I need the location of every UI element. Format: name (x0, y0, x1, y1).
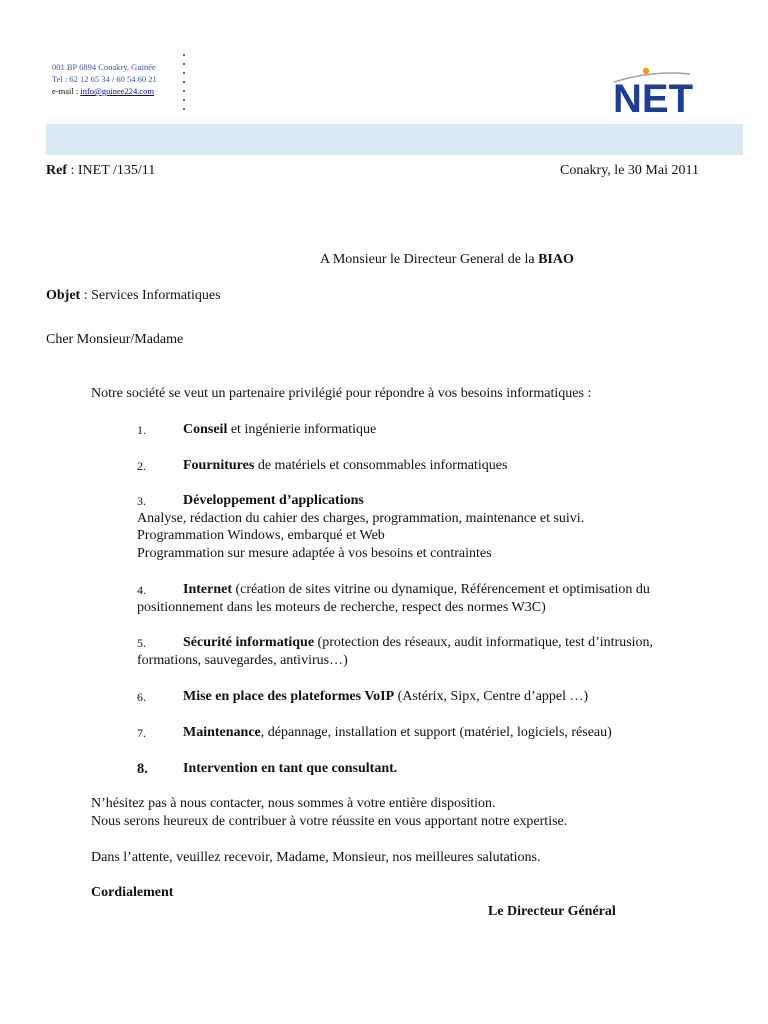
sign-off: Cordialement (91, 885, 174, 900)
signature-title: Le Directeur Général (488, 904, 616, 919)
item-number: 5. (137, 636, 146, 650)
item-detail-line: formations, sauvegardes, antivirus…) (137, 653, 348, 668)
recipient-prefix: A Monsieur le Directeur General de la (320, 252, 539, 267)
item-number: 2. (137, 459, 146, 473)
item-number: 7. (137, 726, 146, 740)
email-link[interactable]: info@guinee224.com (80, 86, 155, 96)
list-item-text: Fournitures de matériels et consommables informatiques (183, 458, 508, 473)
list-item (137, 634, 146, 653)
object-label: Objet (46, 288, 81, 303)
list-item (137, 457, 146, 476)
ref-value: : INET /135/11 (67, 163, 156, 178)
intro-paragraph: Notre société se veut un partenaire privilégié pour répondre à vos besoins informatiques : (91, 386, 592, 401)
header-band (46, 124, 743, 155)
item-detail-line: positionnement dans les moteurs de recherche, respect des normes W3C) (137, 600, 546, 615)
list-item (137, 760, 148, 779)
item-number: 4. (137, 583, 146, 597)
item-number: 3. (137, 494, 146, 508)
item-detail-line: Analyse, rédaction du cahier des charges, programmation, maintenance et suivi. (137, 511, 585, 526)
list-item (137, 492, 146, 511)
item-detail-line: Programmation sur mesure adaptée à vos besoins et contraintes (137, 546, 492, 561)
closing-line: Nous serons heureux de contribuer à votre réussite en vous apportant notre expertise. (91, 814, 568, 829)
list-item-text: Intervention en tant que consultant. (183, 761, 398, 776)
list-item (137, 581, 146, 600)
recipient (320, 251, 574, 269)
net-logo-icon (612, 64, 716, 116)
list-item (137, 421, 146, 440)
list-item-text: Maintenance, dépannage, installation et support (matériel, logiciels, réseau) (183, 725, 612, 740)
list-item (137, 724, 146, 743)
address-line: 001 BP 6894 Conakry, Guinée (52, 62, 156, 72)
phone-line: Tel : 62 12 65 34 / 60 54 60 21 (52, 74, 157, 84)
item-number: 1. (137, 423, 146, 437)
closing-line: N’hésitez pas à nous contacter, nous sommes à votre entière disposition. (91, 796, 496, 811)
item-number: 8. (137, 761, 148, 777)
ref-label: Ref (46, 163, 67, 178)
list-item-text: Développement d’applications (183, 493, 364, 508)
item-detail-line: Programmation Windows, embarqué et Web (137, 528, 385, 543)
object (46, 287, 221, 305)
email-line (52, 85, 157, 97)
list-item-text: Mise en place des plateformes VoIP (Astérix, Sipx, Centre d’appel …) (183, 689, 589, 704)
item-number: 6. (137, 690, 146, 704)
email-label: e-mail : (52, 86, 81, 96)
list-item (137, 688, 146, 707)
greeting: Cher Monsieur/Madame (46, 332, 184, 347)
list-item-text: Sécurité informatique (protection des réseaux, audit informatique, test d’intrusion, (183, 635, 654, 650)
reference (46, 162, 155, 180)
sender-address-block (52, 61, 157, 97)
company-logo (612, 64, 716, 116)
dotted-divider (183, 54, 187, 117)
recipient-bank: BIAO (538, 252, 574, 267)
closing-line: Dans l’attente, veuillez recevoir, Madame, Monsieur, nos meilleures salutations. (91, 850, 541, 865)
logo-text: NET (613, 77, 693, 116)
list-item-text: Conseil et ingénierie informatique (183, 422, 377, 437)
list-item-text: Internet (création de sites vitrine ou dynamique, Référencement et optimisation du (183, 582, 650, 597)
object-value: : Services Informatiques (80, 288, 221, 303)
place-date: Conakry, le 30 Mai 2011 (560, 163, 699, 178)
